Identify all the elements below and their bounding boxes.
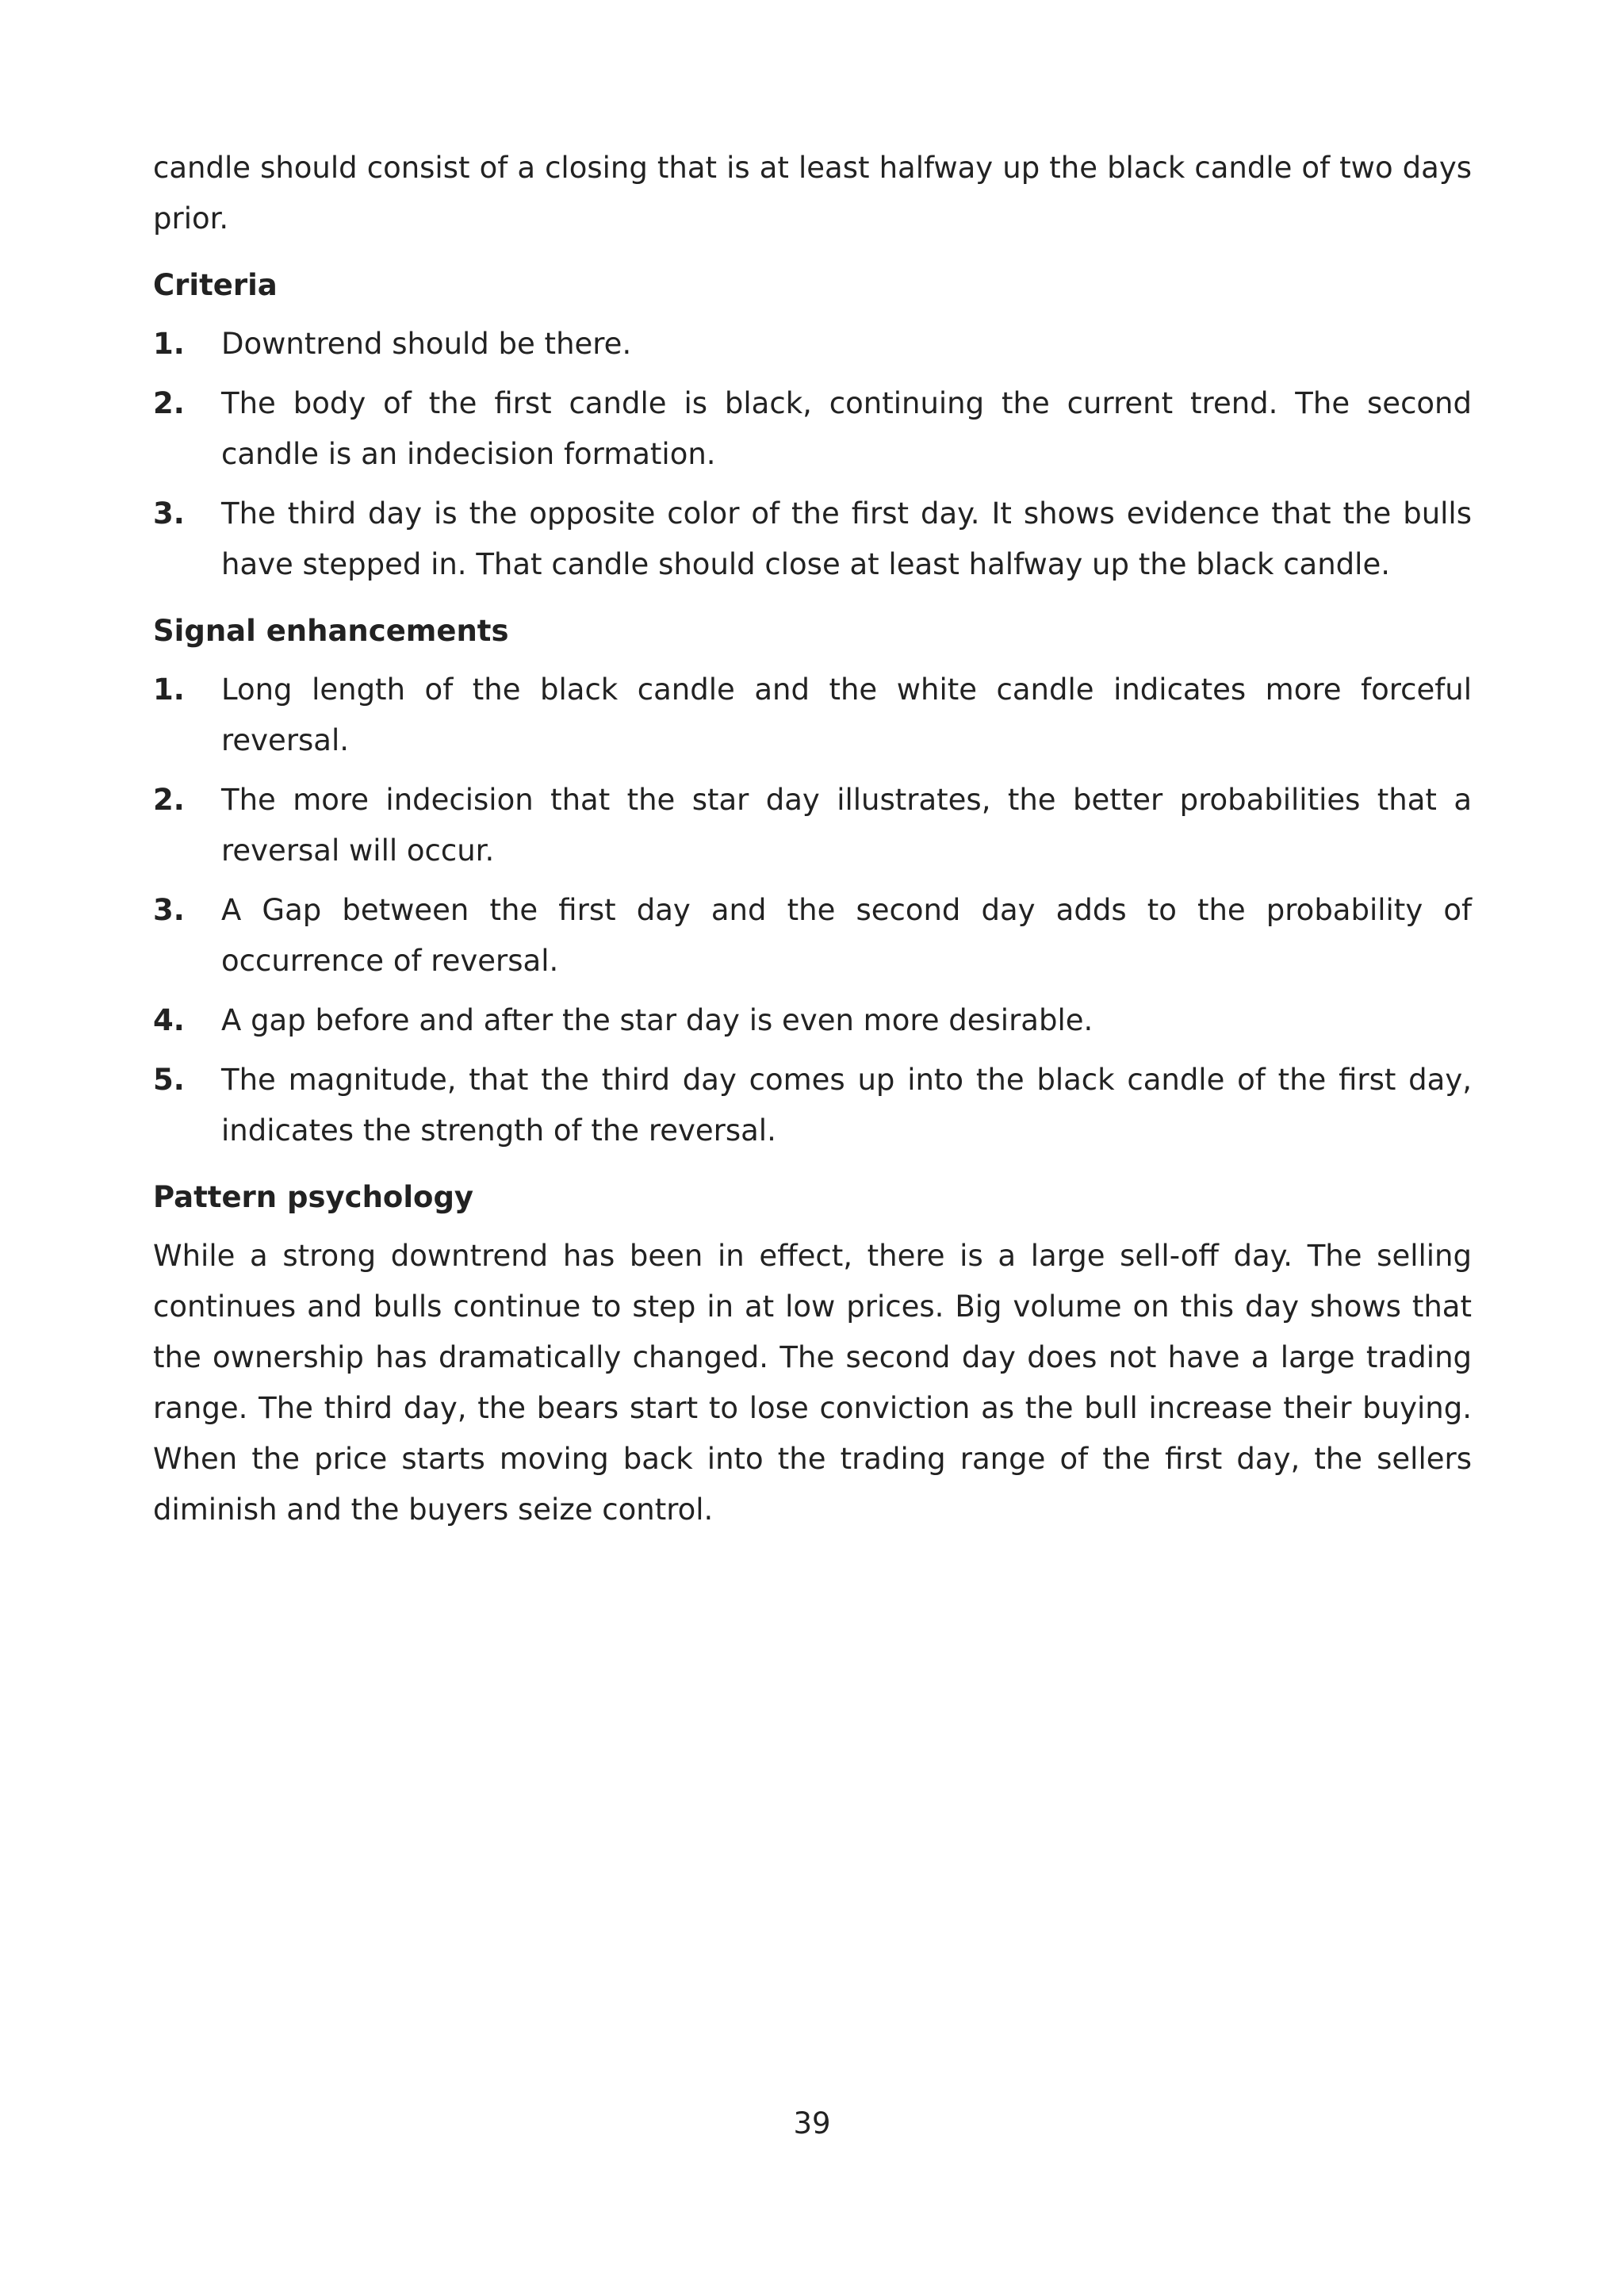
item-text: A gap before and after the star day is even more desirable. bbox=[221, 1003, 1094, 1037]
item-number: 4. bbox=[153, 1003, 185, 1037]
list-item bbox=[153, 378, 1472, 480]
item-number: 2. bbox=[153, 783, 185, 817]
item-text: The third day is the opposite color of the first day. It shows evidence that the bulls have stepped in. That candle should close at least halfway up the black candle. bbox=[221, 496, 1472, 581]
list-item bbox=[153, 665, 1472, 766]
intro-paragraph: candle should consist of a closing that is at least halfway up the black candle of two days prior. bbox=[153, 151, 1472, 236]
item-text: Downtrend should be there. bbox=[221, 327, 632, 361]
item-number: 1. bbox=[153, 673, 185, 707]
signal-enhancements-heading: Signal enhancements bbox=[153, 614, 509, 648]
list-item bbox=[153, 489, 1472, 590]
item-number: 2. bbox=[153, 386, 185, 420]
item-text: The body of the first candle is black, continuing the current trend. The second candle is an indecision formation. bbox=[221, 386, 1472, 471]
item-text: The magnitude, that the third day comes up into the black candle of the first day, indicates the strength of the reversal. bbox=[221, 1063, 1472, 1148]
item-text: A Gap between the first day and the second day adds to the probability of occurrence of reversal. bbox=[221, 893, 1472, 978]
criteria-heading: Criteria bbox=[153, 268, 278, 302]
item-text: The more indecision that the star day illustrates, the better probabilities that a reversal will occur. bbox=[221, 783, 1472, 868]
pattern-psychology-paragraph: While a strong downtrend has been in effect, there is a large sell-off day. The selling continues and bulls continue to step in at low prices. Big volume on this day shows that the ownership has dramatically changed. The second day does not have a large trading range. The third day, the bears start to lose conviction as the bull increase their buying. When the price starts moving back into the trading range of the first day, the sellers diminish and the buyers seize control. bbox=[153, 1239, 1472, 1527]
pattern-psychology-heading: Pattern psychology bbox=[153, 1180, 474, 1214]
document-page bbox=[153, 143, 1472, 1535]
item-number: 5. bbox=[153, 1063, 185, 1097]
item-number: 1. bbox=[153, 327, 185, 361]
list-item bbox=[153, 885, 1472, 987]
signal-enhancements-list bbox=[153, 665, 1472, 1156]
list-item bbox=[153, 995, 1472, 1046]
item-number: 3. bbox=[153, 496, 185, 531]
criteria-list bbox=[153, 319, 1472, 590]
page-number: 39 bbox=[793, 2106, 831, 2140]
list-item bbox=[153, 1055, 1472, 1156]
item-text: Long length of the black candle and the white candle indicates more forceful reversal. bbox=[221, 673, 1472, 757]
list-item bbox=[153, 319, 1472, 370]
list-item bbox=[153, 775, 1472, 876]
item-number: 3. bbox=[153, 893, 185, 927]
